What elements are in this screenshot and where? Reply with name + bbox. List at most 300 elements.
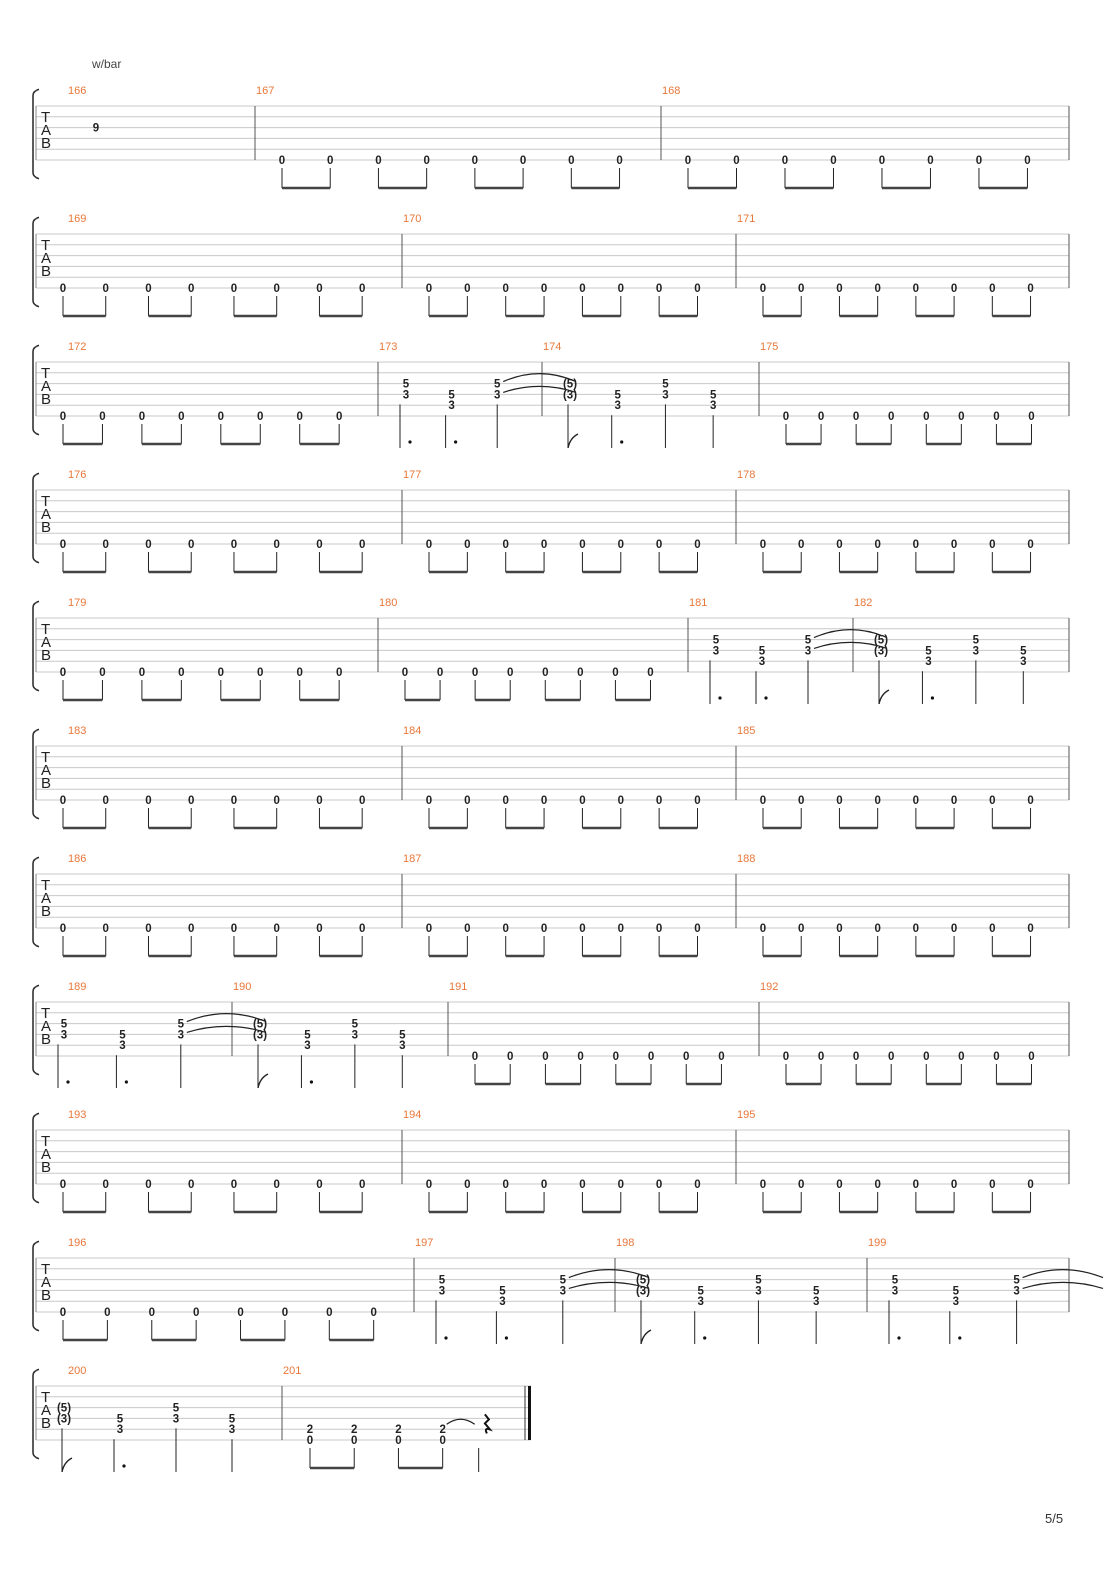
fret-number: 0 <box>923 1051 930 1063</box>
fret-number: 0 <box>502 539 509 551</box>
fret-number: 0 <box>281 1307 289 1319</box>
tab-clef-letter: A <box>41 1017 52 1035</box>
fret-number: 0 <box>335 667 343 679</box>
fret-number: 0 <box>464 923 471 935</box>
measure-number: 190 <box>233 981 252 993</box>
fret-number: 0 <box>464 1179 471 1191</box>
measure-number: 179 <box>68 597 87 609</box>
fret-number: 0 <box>542 1051 549 1063</box>
fret-number: 0 <box>464 283 471 295</box>
dot <box>310 1080 313 1083</box>
fret-number: 0 <box>975 155 983 167</box>
fret-number: 5 <box>172 1402 180 1415</box>
fret-number: 0 <box>59 923 67 935</box>
fret-number: 0 <box>230 923 238 935</box>
measure-number: 176 <box>68 469 87 481</box>
fret-number: 0 <box>178 667 185 679</box>
fret-number: 0 <box>874 539 881 551</box>
fret-number: 0 <box>351 1435 358 1447</box>
fret-number: 3 <box>662 389 669 402</box>
tab-system <box>33 85 1069 188</box>
tab-clef-letter: T <box>41 876 51 894</box>
fret-number: 0 <box>577 1051 584 1063</box>
fret-number: 0 <box>655 1179 663 1191</box>
fret-number: 0 <box>425 795 433 807</box>
fret-number: 0 <box>798 795 805 807</box>
fret-number: 0 <box>874 923 881 935</box>
fret-number: 0 <box>958 1051 965 1063</box>
fret-number: 3 <box>304 1040 311 1053</box>
measure-number: 199 <box>868 1237 887 1249</box>
fret-number: 0 <box>188 283 195 295</box>
tab-clef-letter: T <box>41 236 51 254</box>
fret-number: 0 <box>836 795 843 807</box>
fret-number: 0 <box>927 155 934 167</box>
fret-number: 0 <box>577 667 584 679</box>
fret-number: 0 <box>923 411 930 423</box>
fret-number: 0 <box>423 155 430 167</box>
fret-number: 0 <box>694 539 701 551</box>
fret-number: 3 <box>559 1285 567 1298</box>
fret-number: 0 <box>616 155 623 167</box>
fret-number: 0 <box>464 539 471 551</box>
measure-number: 187 <box>403 853 422 865</box>
fret-number: 0 <box>507 1051 514 1063</box>
fret-number: 0 <box>798 283 805 295</box>
dot <box>958 1336 961 1339</box>
measure-number: 197 <box>415 1237 434 1249</box>
fret-number: 0 <box>425 1179 433 1191</box>
tab-clef-letter: B <box>41 774 52 792</box>
fret-number: 0 <box>830 155 837 167</box>
performance-annotation: w/bar <box>92 57 122 71</box>
fret-number: 0 <box>59 411 67 423</box>
fret-number: 0 <box>471 155 479 167</box>
fret-number: 0 <box>464 795 471 807</box>
fret-number: 0 <box>817 1051 825 1063</box>
fret-number: 0 <box>148 1307 155 1319</box>
fret-number: 0 <box>759 795 767 807</box>
fret-number: 0 <box>471 1051 479 1063</box>
fret-number: 5 <box>119 1029 126 1042</box>
fret-number: 0 <box>989 923 996 935</box>
note-flag <box>879 690 889 704</box>
fret-number: 0 <box>782 411 790 423</box>
note-flag <box>641 1330 651 1344</box>
fret-number: 0 <box>59 539 67 551</box>
fret-number: 0 <box>358 283 366 295</box>
fret-number: 0 <box>798 539 805 551</box>
page-number: 5/5 <box>1045 1511 1064 1526</box>
fret-number: 3 <box>891 1285 899 1298</box>
measure-number: 194 <box>403 1109 422 1121</box>
fret-number: 0 <box>759 283 767 295</box>
fret-number: 0 <box>278 155 286 167</box>
tie-arc <box>1023 1282 1103 1288</box>
fret-number: 3 <box>697 1296 704 1309</box>
fret-number: 0 <box>502 283 509 295</box>
fret-number: 0 <box>188 539 195 551</box>
dot <box>122 1464 125 1467</box>
fret-number: 3 <box>709 400 717 413</box>
fret-number: 0 <box>617 1179 624 1191</box>
dot <box>620 440 623 443</box>
fret-number: (3) <box>873 645 889 658</box>
fret-number: 0 <box>59 1307 67 1319</box>
fret-number: 0 <box>188 795 195 807</box>
note-flag <box>568 434 578 448</box>
fret-number: 0 <box>273 283 280 295</box>
measure-number: 178 <box>737 469 756 481</box>
fret-number: 5 <box>709 389 717 402</box>
fret-number: (5) <box>56 1402 72 1415</box>
fret-number: 0 <box>836 539 843 551</box>
measure-number: 170 <box>403 213 422 225</box>
fret-number: 5 <box>402 378 410 391</box>
fret-number: 0 <box>138 411 146 423</box>
tab-clef-letter: T <box>41 620 51 638</box>
fret-number: 0 <box>217 667 225 679</box>
tab-clef-letter: A <box>41 121 52 139</box>
fret-number: 0 <box>912 923 920 935</box>
fret-number: 3 <box>448 400 455 413</box>
tab-clef-letter: T <box>41 1004 51 1022</box>
fret-number: 0 <box>358 795 366 807</box>
fret-number: 5 <box>952 1285 960 1298</box>
fret-number: (5) <box>873 634 889 647</box>
measure-number: 168 <box>662 85 681 97</box>
fret-number: 0 <box>989 539 996 551</box>
fret-number: 0 <box>568 155 575 167</box>
fret-number: 0 <box>59 795 67 807</box>
fret-number: 0 <box>425 283 433 295</box>
fret-number: 3 <box>952 1296 960 1309</box>
fret-number: 3 <box>119 1040 126 1053</box>
dot <box>408 440 411 443</box>
fret-number: 0 <box>579 1179 586 1191</box>
fret-number: 0 <box>540 539 548 551</box>
fret-number: 0 <box>327 155 334 167</box>
measure-number: 191 <box>449 981 468 993</box>
fret-number: 0 <box>759 539 767 551</box>
measure-number: 198 <box>616 1237 635 1249</box>
tab-clef-letter: B <box>41 902 52 920</box>
fret-number: 3 <box>712 645 720 658</box>
fret-number: 5 <box>493 378 501 391</box>
fret-number: 0 <box>1027 283 1034 295</box>
fret-number: 0 <box>102 923 109 935</box>
fret-number: 3 <box>755 1285 762 1298</box>
fret-number: 5 <box>399 1029 406 1042</box>
measure-number: 177 <box>403 469 422 481</box>
measure-number: 166 <box>68 85 87 97</box>
fret-number: 0 <box>237 1307 244 1319</box>
fret-number: 5 <box>559 1274 567 1287</box>
tab-system <box>33 725 1069 828</box>
tab-system <box>33 597 1069 704</box>
dot <box>931 696 934 699</box>
fret-number: 2 <box>351 1424 358 1437</box>
fret-number: 5 <box>614 389 621 402</box>
fret-number: 0 <box>138 667 146 679</box>
fret-number: 0 <box>852 1051 860 1063</box>
fret-number: 0 <box>694 1179 701 1191</box>
fret-number: 0 <box>257 667 264 679</box>
fret-number: 0 <box>950 539 958 551</box>
fret-number: 0 <box>874 795 881 807</box>
fret-number: 0 <box>375 155 382 167</box>
fret-number: 0 <box>425 539 433 551</box>
fret-number: 0 <box>989 1179 996 1191</box>
fret-number: 0 <box>1027 539 1034 551</box>
measure-number: 175 <box>760 341 779 353</box>
measure-number: 180 <box>379 597 398 609</box>
tab-clef-letter: A <box>41 761 52 779</box>
fret-number: 0 <box>542 667 549 679</box>
fret-number: 0 <box>718 1051 725 1063</box>
fret-number: 0 <box>655 539 663 551</box>
fret-number: 3 <box>1013 1285 1020 1298</box>
tab-clef-letter: B <box>41 1158 52 1176</box>
fret-number: 0 <box>99 411 106 423</box>
fret-number: 0 <box>888 1051 895 1063</box>
dot <box>897 1336 900 1339</box>
fret-number: 0 <box>59 283 67 295</box>
fret-number: 0 <box>316 1179 323 1191</box>
fret-number: 0 <box>316 283 323 295</box>
fret-number: 0 <box>358 539 366 551</box>
fret-number: 0 <box>852 411 860 423</box>
fret-number: 0 <box>102 795 109 807</box>
dot <box>66 1080 69 1083</box>
fret-number: 3 <box>804 645 812 658</box>
fret-number: 0 <box>874 283 881 295</box>
dot <box>454 440 457 443</box>
fret-number: 0 <box>358 923 366 935</box>
fret-number: 3 <box>60 1029 68 1042</box>
fret-number: 0 <box>273 923 280 935</box>
tab-clef-letter: T <box>41 1260 51 1278</box>
fret-number: 0 <box>1027 923 1034 935</box>
fret-number: 0 <box>502 1179 509 1191</box>
fret-number: 3 <box>758 656 766 669</box>
fret-number: 0 <box>192 1307 200 1319</box>
measure-number: 193 <box>68 1109 87 1121</box>
fret-number: 3 <box>399 1040 406 1053</box>
measure-number: 192 <box>760 981 779 993</box>
fret-number: 0 <box>102 539 109 551</box>
fret-number: 0 <box>1028 1051 1035 1063</box>
tab-clef-letter: T <box>41 748 51 766</box>
fret-number: 3 <box>1020 656 1027 669</box>
fret-number: 0 <box>1024 155 1031 167</box>
tab-clef-letter: A <box>41 505 52 523</box>
fret-number: 0 <box>178 411 185 423</box>
fret-number: 0 <box>439 1435 446 1447</box>
fret-number: 3 <box>499 1296 506 1309</box>
fret-number: 3 <box>228 1424 236 1437</box>
fret-number: 0 <box>217 411 225 423</box>
fret-number: 5 <box>438 1274 446 1287</box>
tab-clef-letter: T <box>41 108 51 126</box>
fret-number: 0 <box>617 539 624 551</box>
measure-number: 174 <box>543 341 562 353</box>
fret-number: 5 <box>177 1018 185 1031</box>
fret-number: (3) <box>252 1029 268 1042</box>
fret-number: 0 <box>519 155 527 167</box>
fret-number: (5) <box>562 378 578 391</box>
fret-number: (3) <box>562 389 578 402</box>
measure-number: 167 <box>256 85 275 97</box>
tab-system <box>33 1237 1103 1344</box>
fret-number: 2 <box>395 1424 402 1437</box>
fret-number: 2 <box>439 1424 446 1437</box>
fret-number: 3 <box>438 1285 446 1298</box>
measure-number: 171 <box>737 213 756 225</box>
measure-number: 185 <box>737 725 756 737</box>
fret-number: 0 <box>617 923 624 935</box>
fret-number: 0 <box>316 539 323 551</box>
fret-number: 0 <box>781 155 789 167</box>
fret-number: 0 <box>782 1051 790 1063</box>
tab-system <box>33 853 1069 956</box>
fret-number: 5 <box>448 389 455 402</box>
fret-number: 0 <box>798 923 805 935</box>
fret-number: 0 <box>370 1307 377 1319</box>
measure-number: 189 <box>68 981 87 993</box>
fret-number: 0 <box>817 411 825 423</box>
fret-number: 0 <box>540 1179 548 1191</box>
fret-number: 5 <box>1013 1274 1020 1287</box>
fret-number: 3 <box>972 645 980 658</box>
fret-number: 0 <box>273 1179 280 1191</box>
fret-number: 0 <box>59 1179 67 1191</box>
fret-number: 0 <box>230 283 238 295</box>
fret-number: 3 <box>925 656 932 669</box>
fret-number: 0 <box>836 283 843 295</box>
tab-clef-letter: A <box>41 1145 52 1163</box>
tab-clef-letter: B <box>41 134 52 152</box>
tab-clef-letter: A <box>41 377 52 395</box>
fret-number: 0 <box>102 1179 109 1191</box>
tab-clef-letter: B <box>41 1030 52 1048</box>
fret-number: 0 <box>683 1051 690 1063</box>
fret-number: 5 <box>891 1274 899 1287</box>
fret-number: 0 <box>230 539 238 551</box>
dot <box>444 1336 447 1339</box>
fret-number: 5 <box>697 1285 704 1298</box>
fret-number: 5 <box>1020 645 1027 658</box>
measure-number: 182 <box>854 597 873 609</box>
fret-number: 0 <box>273 795 280 807</box>
tab-clef-letter: T <box>41 1132 51 1150</box>
fret-number: (5) <box>635 1274 651 1287</box>
fret-number: 0 <box>655 283 663 295</box>
tab-clef-letter: A <box>41 249 52 267</box>
fret-number: 0 <box>436 667 444 679</box>
tab-system <box>33 1365 531 1472</box>
measure-number: 195 <box>737 1109 756 1121</box>
fret-number: 0 <box>878 155 886 167</box>
measure-number: 201 <box>283 1365 302 1377</box>
measure-number: 200 <box>68 1365 87 1377</box>
fret-number: 0 <box>296 667 303 679</box>
tab-system <box>33 213 1069 316</box>
fret-number: 0 <box>188 1179 195 1191</box>
fret-number: 0 <box>145 923 152 935</box>
fret-number: 0 <box>694 283 701 295</box>
quarter-rest <box>485 1414 490 1433</box>
measure-number: 186 <box>68 853 87 865</box>
fret-number: 0 <box>335 411 343 423</box>
fret-number: 3 <box>177 1029 185 1042</box>
fret-number: 3 <box>116 1424 124 1437</box>
fret-number: 0 <box>950 923 958 935</box>
fret-number: 5 <box>812 1285 820 1298</box>
fret-number: 5 <box>758 645 766 658</box>
fret-number: 0 <box>1028 411 1035 423</box>
fret-number: 0 <box>502 923 509 935</box>
fret-number: 0 <box>102 283 109 295</box>
fret-number: 0 <box>316 795 323 807</box>
dot <box>703 1336 706 1339</box>
fret-number: 0 <box>733 155 740 167</box>
fret-number: 0 <box>326 1307 333 1319</box>
fret-number: 0 <box>59 667 67 679</box>
fret-number: 0 <box>257 411 264 423</box>
fret-number: 0 <box>655 923 663 935</box>
fret-number: 0 <box>993 411 1000 423</box>
fret-number: (5) <box>252 1018 268 1031</box>
fret-number: 0 <box>502 795 509 807</box>
fret-number: 0 <box>579 539 586 551</box>
measure-number: 181 <box>689 597 708 609</box>
tab-clef-letter: T <box>41 1388 51 1406</box>
fret-number: 0 <box>655 795 663 807</box>
tab-system <box>33 469 1069 572</box>
fret-number: 0 <box>950 1179 958 1191</box>
fret-number: 3 <box>172 1413 180 1426</box>
fret-number: 0 <box>950 795 958 807</box>
fret-number: 0 <box>99 667 106 679</box>
dot <box>764 696 767 699</box>
dot <box>125 1080 128 1083</box>
fret-number: 5 <box>304 1029 311 1042</box>
tab-clef-letter: A <box>41 633 52 651</box>
dot <box>505 1336 508 1339</box>
fret-number: 0 <box>612 667 619 679</box>
fret-number: 0 <box>912 795 920 807</box>
tab-clef-letter: B <box>41 646 52 664</box>
fret-number: 0 <box>759 923 767 935</box>
fret-number: 5 <box>712 634 720 647</box>
fret-number: 0 <box>273 539 280 551</box>
fret-number: 0 <box>145 283 152 295</box>
fret-number: 0 <box>104 1307 111 1319</box>
fret-number: 0 <box>358 1179 366 1191</box>
tab-systems <box>33 85 1103 1472</box>
fret-number: 0 <box>1027 795 1034 807</box>
measure-number: 183 <box>68 725 87 737</box>
fret-number: 5 <box>662 378 669 391</box>
fret-number: 0 <box>694 795 701 807</box>
fret-number: 0 <box>958 411 965 423</box>
fret-number: 0 <box>888 411 895 423</box>
dot <box>718 696 721 699</box>
fret-number: 0 <box>874 1179 881 1191</box>
tab-system <box>33 1109 1069 1212</box>
tab-clef-letter: B <box>41 262 52 280</box>
